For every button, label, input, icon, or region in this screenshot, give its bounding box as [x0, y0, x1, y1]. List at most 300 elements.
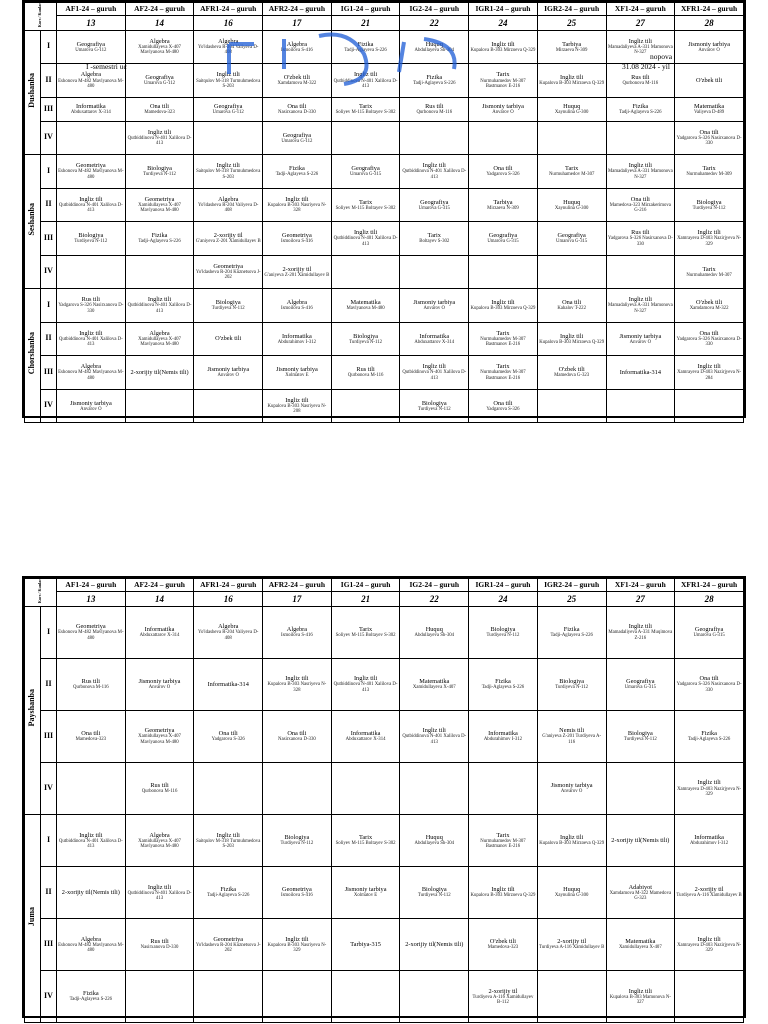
- teacher-room: Mamadaliyeva A-331 Mamonova N-327: [607, 45, 673, 56]
- lesson-row: [25, 121, 744, 155]
- lesson-row: [25, 971, 744, 1023]
- teacher-room: Xaynulina G-300: [554, 205, 589, 211]
- teacher-room: Mamadaliyeva A-331 Muqimova Z-216: [608, 630, 673, 641]
- lesson-cell: [331, 389, 400, 423]
- subject-name: O'zbek tili: [696, 299, 723, 307]
- group-number: 16: [194, 15, 263, 30]
- lesson-cell: [606, 188, 675, 222]
- lesson-cell: [675, 658, 744, 710]
- teacher-room: Tadji-Aglayeva S-226: [207, 893, 250, 899]
- teacher-room: Anvarov O: [560, 789, 583, 795]
- lesson-cell: [400, 222, 469, 256]
- lesson-cell: [537, 919, 606, 971]
- lesson-cell: [331, 919, 400, 971]
- teacher-room: Eshonova M-482 Mavlyanova M-480: [58, 942, 124, 954]
- group-header: IGR1-24 – guruh: [469, 579, 538, 592]
- teacher-room: Abdurahimov I-312: [689, 841, 729, 847]
- subject-name: Ingliz tili: [697, 363, 721, 371]
- lesson-cell: [125, 971, 194, 1023]
- teacher-room: Xamrayeva D-403 Nazirjyeva N-329: [677, 236, 742, 247]
- subject-name: Informatika: [144, 625, 175, 633]
- pair-number: III: [41, 710, 57, 762]
- subject-name: O'zbek tili: [489, 938, 517, 946]
- teacher-room: Tadji-Aglayeva S-226: [69, 997, 113, 1003]
- lesson-cell: [537, 606, 606, 658]
- lesson-cell: [57, 762, 126, 814]
- subject-name: Fizika: [632, 102, 649, 110]
- group-number: 21: [331, 15, 400, 30]
- subject-name: Tarix: [358, 834, 373, 842]
- subject-name: O'zbek tili: [283, 74, 310, 82]
- subject-name: 2-xorijiy til(Nemis tili): [405, 941, 464, 948]
- lesson-cell: [263, 866, 332, 918]
- lesson-row: [25, 155, 744, 189]
- subject-name: Jismoniy tarbiya: [344, 886, 387, 894]
- lesson-cell: [400, 919, 469, 971]
- group-number: 24: [469, 591, 538, 606]
- subject-name: Algebra: [149, 831, 170, 839]
- lesson-cell: [194, 762, 263, 814]
- lesson-cell: [675, 255, 744, 289]
- lesson-cell: [57, 97, 126, 121]
- teacher-room: Turdiyeva N-112: [349, 339, 382, 345]
- subject-name: Jismoniy tarbiya: [619, 332, 662, 340]
- lesson-cell: [194, 222, 263, 256]
- lesson-cell: [537, 97, 606, 121]
- teacher-room: Abdurahimov I-312: [483, 737, 523, 743]
- lesson-cell: [263, 356, 332, 390]
- group-number: 16: [194, 591, 263, 606]
- subject-name: Jismoniy tarbiya: [482, 102, 524, 110]
- teacher-room: Tadji-Aglayeva S-226: [275, 172, 319, 178]
- teacher-room: Ismoilova S-416: [280, 239, 313, 245]
- lesson-cell: [331, 356, 400, 390]
- lesson-cell: [400, 971, 469, 1023]
- lesson-row: [25, 289, 744, 323]
- teacher-room: Umarova G-112: [143, 81, 176, 87]
- lesson-cell: [606, 814, 675, 866]
- lesson-cell: [263, 30, 332, 64]
- lesson-cell: [469, 322, 538, 356]
- lesson-cell: [400, 255, 469, 289]
- lesson-cell: [263, 155, 332, 189]
- lesson-cell: [125, 814, 194, 866]
- lesson-cell: [263, 64, 332, 98]
- pair-number: II: [41, 658, 57, 710]
- subject-name: Tarix: [496, 831, 510, 839]
- subject-name: Informatika: [419, 332, 450, 340]
- subject-name: Informatika: [488, 730, 518, 738]
- subject-name: Ingliz tili: [285, 396, 309, 404]
- pair-number: II: [41, 866, 57, 918]
- subject-name: Ingliz tili: [628, 162, 652, 170]
- lesson-cell: [469, 155, 538, 189]
- lesson-cell: [125, 222, 194, 256]
- subject-name: Algebra: [218, 37, 239, 45]
- lesson-cell: [606, 658, 675, 710]
- lesson-cell: [606, 356, 675, 390]
- lesson-cell: [194, 188, 263, 222]
- teacher-room: Turdiyeva A-116 Xamidullayev B: [538, 945, 605, 951]
- subject-name: Algebra: [218, 195, 239, 203]
- teacher-room: Nurmuhamedov M-307: [686, 272, 732, 278]
- lesson-cell: [606, 289, 675, 323]
- lesson-cell: [57, 919, 126, 971]
- lesson-cell: [606, 606, 675, 658]
- lesson-cell: [125, 255, 194, 289]
- teacher-room: Xaynulina G-300: [554, 109, 589, 115]
- group-header: XF1-24 – guruh: [606, 3, 675, 16]
- subject-name: Tarbiya: [493, 198, 513, 206]
- lesson-cell: [469, 710, 538, 762]
- lesson-cell: [125, 389, 194, 423]
- subject-name: Ingliz tili: [147, 883, 172, 891]
- lesson-cell: [263, 188, 332, 222]
- teacher-room: Umarova G-112: [212, 109, 244, 115]
- teacher-room: Tadji-Aglayeva S-226: [687, 737, 731, 743]
- subject-name: Ingliz tili: [422, 162, 446, 170]
- pair-number: I: [41, 155, 57, 189]
- lesson-cell: [194, 866, 263, 918]
- teacher-room: Umarova G-315: [418, 205, 450, 211]
- teacher-room: Turdiyeva N-112: [623, 737, 657, 743]
- teacher-room: Kupalova B-303 Nasriyeva N-208: [267, 404, 327, 415]
- subject-name: Ingliz tili: [491, 886, 515, 894]
- subject-name: Tarbiya: [562, 40, 582, 48]
- teacher-room: Abdullayeva Sh-304: [414, 633, 455, 638]
- day-name: Juma: [27, 906, 37, 926]
- lesson-cell: [469, 389, 538, 423]
- subject-name: Nemis tili: [559, 727, 585, 735]
- teacher-room: Abduxattarov X-314: [345, 737, 386, 743]
- subject-name: Biologiya: [215, 299, 241, 307]
- lesson-cell: [57, 971, 126, 1023]
- subject-name: Tarix: [496, 71, 510, 79]
- teacher-room: Turdiyeva A-116 Xamidullayev B: [676, 893, 742, 899]
- group-header: XFR1-24 – guruh: [675, 3, 744, 16]
- subject-name: Huquq: [425, 40, 443, 48]
- subject-name: Biologiya: [696, 198, 722, 206]
- lesson-cell: [57, 389, 126, 423]
- lesson-cell: [469, 658, 538, 710]
- lesson-row: [25, 255, 744, 289]
- teacher-room: Saitqulov M-318 Turmuhmedova S-203: [196, 169, 261, 180]
- stamp-date-note: 31.08 2024 - yil: [622, 62, 670, 71]
- subject-name: Geografiya: [557, 232, 586, 240]
- group-number-row: [25, 591, 744, 606]
- subject-name: Informatika: [282, 332, 312, 340]
- subject-name: Algebra: [286, 299, 308, 307]
- timetable-2: [24, 578, 744, 1023]
- subject-name: Tarix: [496, 363, 510, 371]
- lesson-row: [25, 606, 744, 658]
- group-header: IGR2-24 – guruh: [537, 579, 606, 592]
- subject-name: Jismoniy tarbiya: [138, 678, 181, 686]
- subject-name: Ona tili: [493, 399, 513, 407]
- lesson-cell: [675, 389, 744, 423]
- teacher-room: Xamdamova M-322: [277, 81, 317, 87]
- lesson-cell: [606, 121, 675, 155]
- teacher-room: Tadji-Aglayeva S-226: [619, 109, 662, 115]
- subject-name: Rus tili: [150, 938, 169, 946]
- teacher-room: Anvarov O: [80, 406, 102, 412]
- teacher-room: Abduxattarov X-314: [414, 339, 455, 345]
- teacher-room: Xamrayeva D-403 Nazirjyeva N-329: [677, 942, 742, 954]
- subject-name: Ingliz tili: [79, 831, 103, 839]
- teacher-room: Qutbiddinova N-401 Xalilova D-413: [58, 838, 123, 849]
- lesson-cell: [125, 762, 194, 814]
- teacher-room: Anvarov O: [698, 47, 720, 53]
- subject-name: Geografiya: [488, 232, 518, 240]
- teacher-room: Nurmuhamedov M-307 Bastmanov E-216: [480, 78, 526, 89]
- subject-name: Ona tili: [81, 730, 101, 738]
- lesson-cell: [537, 762, 606, 814]
- teacher-room: Xamidullayeva X-407 Mavlyanova M-480: [138, 336, 181, 348]
- lesson-cell: [194, 289, 263, 323]
- teacher-room: Umarova G-315: [693, 633, 725, 638]
- group-number: 21: [331, 591, 400, 606]
- lesson-cell: [263, 814, 332, 866]
- teacher-room: Anvarov O: [423, 306, 445, 312]
- teacher-room: Eshonova M-482 Mavlyanova M-480: [58, 169, 124, 180]
- subject-name: Ingliz tili: [697, 935, 721, 943]
- corner-label-text: Kurs / Kunlar: [37, 3, 43, 28]
- pair-number: I: [41, 30, 57, 64]
- pair-number: IV: [41, 971, 57, 1023]
- lesson-row: [25, 919, 744, 971]
- group-number: 25: [537, 591, 606, 606]
- lesson-cell: [537, 710, 606, 762]
- lesson-cell: [194, 30, 263, 64]
- lesson-cell: [331, 814, 400, 866]
- subject-name: Ingliz tili: [628, 37, 652, 45]
- teacher-room: Kupalova B-303 Nasriyeva N-328: [267, 202, 327, 214]
- subject-name: Geografiya: [351, 165, 380, 173]
- subject-name: Ingliz tili: [697, 779, 721, 787]
- subject-name: Fizika: [151, 232, 168, 240]
- lesson-cell: [400, 710, 469, 762]
- teacher-room: Anvarov O: [217, 373, 239, 379]
- teacher-room: Yo'ldasheva R-204 Kuznetsova J-202: [195, 942, 261, 954]
- pair-number: II: [41, 322, 57, 356]
- lesson-cell: [263, 322, 332, 356]
- teacher-room: Ismoilova S-416: [280, 306, 313, 312]
- lesson-row: [25, 222, 744, 256]
- subject-name: Tarix: [496, 329, 510, 337]
- lesson-row: [25, 814, 744, 866]
- lesson-cell: [400, 762, 469, 814]
- subject-name: Algebra: [80, 71, 101, 79]
- teacher-room: Kupalova B-303 Mirzoeva Q-329: [470, 893, 536, 899]
- lesson-cell: [675, 710, 744, 762]
- subject-name: O'zbek tili: [558, 366, 585, 374]
- subject-name: 2-xorijiy til: [282, 265, 312, 273]
- lesson-row: [25, 389, 744, 423]
- teacher-room: Turdiyeva N-112: [280, 841, 314, 847]
- teacher-room: Xamdamova M-322: [689, 306, 729, 312]
- teacher-room: Mamedova-323: [487, 945, 519, 951]
- lesson-cell: [537, 222, 606, 256]
- subject-name: Ingliz tili: [697, 229, 721, 237]
- teacher-room: Anvarov O: [492, 109, 514, 115]
- subject-name: Huquq: [563, 198, 581, 206]
- lesson-cell: [675, 322, 744, 356]
- teacher-room: Tadji-Aglayeva S-226: [481, 685, 525, 691]
- lesson-cell: [469, 188, 538, 222]
- lesson-cell: [675, 606, 744, 658]
- lesson-cell: [469, 814, 538, 866]
- lesson-cell: [537, 155, 606, 189]
- lesson-cell: [125, 97, 194, 121]
- subject-name: Algebra: [286, 40, 308, 48]
- lesson-cell: [331, 710, 400, 762]
- group-header: IG1-24 – guruh: [331, 579, 400, 592]
- subject-name: Ona tili: [630, 195, 650, 203]
- teacher-room: Ismoilova S-416: [280, 47, 313, 53]
- lesson-cell: [57, 658, 126, 710]
- lesson-cell: [194, 155, 263, 189]
- subject-name: Geografiya: [145, 74, 174, 82]
- group-number: 28: [675, 591, 744, 606]
- timetable-page-2: [22, 576, 746, 1018]
- teacher-room: Qurbonova M-116: [347, 373, 384, 379]
- teacher-room: Qurbonova M-116: [622, 81, 659, 87]
- subject-name: Ingliz tili: [353, 675, 378, 683]
- teacher-room: Yadgarova S-326: [486, 172, 520, 178]
- lesson-cell: [675, 762, 744, 814]
- subject-name: Ingliz tili: [353, 71, 378, 79]
- subject-name: Ingliz tili: [628, 296, 652, 304]
- subject-name: Fizika: [701, 730, 717, 738]
- lesson-cell: [537, 389, 606, 423]
- group-header: AF1-24 – guruh: [57, 579, 126, 592]
- teacher-room: Turdiyeva N-112: [555, 685, 589, 691]
- subject-name: Ingliz tili: [560, 332, 584, 340]
- teacher-room: Mamadaliyeva A-331 Mamonova N-327: [607, 169, 673, 180]
- group-header: IGR1-24 – guruh: [469, 3, 538, 16]
- stamp-semester-note: I -semestri uc: [86, 62, 127, 71]
- lesson-cell: [125, 919, 194, 971]
- subject-name: Jismoniy tarbiya: [550, 782, 593, 790]
- subject-name: Geografiya: [282, 131, 312, 139]
- lesson-cell: [537, 814, 606, 866]
- lesson-cell: [194, 710, 263, 762]
- lesson-cell: [469, 606, 538, 658]
- lesson-cell: [194, 322, 263, 356]
- lesson-row: [25, 322, 744, 356]
- lesson-cell: [537, 188, 606, 222]
- lesson-cell: [331, 322, 400, 356]
- day-name: Payshanba: [27, 689, 37, 727]
- lesson-cell: [125, 710, 194, 762]
- subject-name: Ona tili: [493, 165, 513, 173]
- subject-name: 2-xorijiy til(Nemis tili): [61, 888, 120, 896]
- lesson-cell: [400, 155, 469, 189]
- teacher-room: G'aniyeva Z-201 Turdiyeva A-116: [542, 734, 602, 745]
- subject-name: Ingliz tili: [285, 195, 309, 203]
- subject-name: Ona tili: [699, 128, 719, 136]
- subject-name: Fizika: [82, 990, 99, 998]
- lesson-cell: [125, 64, 194, 98]
- teacher-room: Mamedova G-323: [554, 373, 590, 379]
- subject-name: Ingliz tili: [147, 296, 172, 304]
- group-number: 17: [263, 15, 332, 30]
- lesson-cell: [606, 97, 675, 121]
- pair-number: IV: [41, 255, 57, 289]
- subject-name: Informatika: [75, 102, 106, 110]
- lesson-cell: [194, 919, 263, 971]
- teacher-room: Kupalova B-303 Mirzoeva Q-329: [470, 47, 536, 53]
- subject-name: 2-xorijiy til(Nemis tili): [611, 836, 670, 844]
- lesson-row: [25, 356, 744, 390]
- lesson-cell: [675, 356, 744, 390]
- lesson-cell: [263, 606, 332, 658]
- lesson-cell: [537, 866, 606, 918]
- subject-name: Rus tili: [81, 296, 101, 304]
- teacher-room: Xamidullayeva X-407 Mavlyanova M-480: [138, 202, 181, 214]
- teacher-room: Eshonova M-482 Mavlyanova M-480: [58, 630, 124, 641]
- teacher-room: Yo'ldasheva R-204 Valiyeva D-408: [198, 630, 259, 641]
- lesson-cell: [331, 971, 400, 1023]
- day-name: Chorshanba: [27, 332, 37, 375]
- subject-name: Adabiyot: [628, 883, 653, 891]
- pair-number: I: [41, 814, 57, 866]
- lesson-cell: [675, 188, 744, 222]
- subject-name: Ingliz tili: [422, 363, 446, 371]
- teacher-room: Qutbiddinova N-401 Xalilova D-413: [333, 236, 398, 247]
- subject-name: Informatika: [350, 730, 381, 738]
- subject-name: Matematika: [419, 678, 450, 686]
- subject-name: Fizika: [563, 625, 580, 633]
- group-header: AFR1-24 – guruh: [194, 3, 263, 16]
- group-header: IG2-24 – guruh: [400, 3, 469, 16]
- subject-name: Ingliz tili: [422, 727, 446, 735]
- lesson-cell: [331, 222, 400, 256]
- subject-name: Tarix: [427, 232, 441, 240]
- lesson-cell: [400, 389, 469, 423]
- lesson-cell: [606, 389, 675, 423]
- group-header: AFR2-24 – guruh: [263, 579, 332, 592]
- teacher-room: Yadgarova S-326 Nasirxanova D-330: [676, 135, 742, 147]
- teacher-room: Xolmatov E: [285, 373, 309, 379]
- lesson-cell: [125, 188, 194, 222]
- teacher-room: Mirzaeva N-309: [487, 205, 519, 211]
- group-header: IG1-24 – guruh: [331, 3, 400, 16]
- lesson-cell: [57, 188, 126, 222]
- corner-label-text: Kurs / Kunlar: [37, 579, 43, 604]
- subject-name: Huquq: [425, 834, 443, 842]
- subject-name: Rus tili: [425, 102, 444, 110]
- lesson-cell: [675, 971, 744, 1023]
- teacher-room: Qurbonova M-116: [73, 685, 109, 691]
- teacher-room: Yadgarova S-326: [486, 406, 520, 412]
- subject-name: Jismoniy tarbiya: [688, 40, 730, 48]
- subject-name: Ona tili: [562, 299, 582, 307]
- subject-name: Jismoniy tarbiya: [276, 366, 318, 374]
- teacher-room: Nasirxanova D-330: [278, 737, 316, 743]
- lesson-cell: [537, 971, 606, 1023]
- subject-name: Tarix: [358, 102, 373, 110]
- lesson-cell: [331, 762, 400, 814]
- lesson-cell: [606, 866, 675, 918]
- subject-name: Biologiya: [490, 625, 516, 633]
- lesson-cell: [125, 322, 194, 356]
- lesson-cell: [400, 121, 469, 155]
- lesson-cell: [469, 289, 538, 323]
- subject-name: Fizika: [495, 678, 511, 686]
- subject-name: Huquq: [425, 625, 443, 633]
- subject-name: Algebra: [149, 329, 170, 337]
